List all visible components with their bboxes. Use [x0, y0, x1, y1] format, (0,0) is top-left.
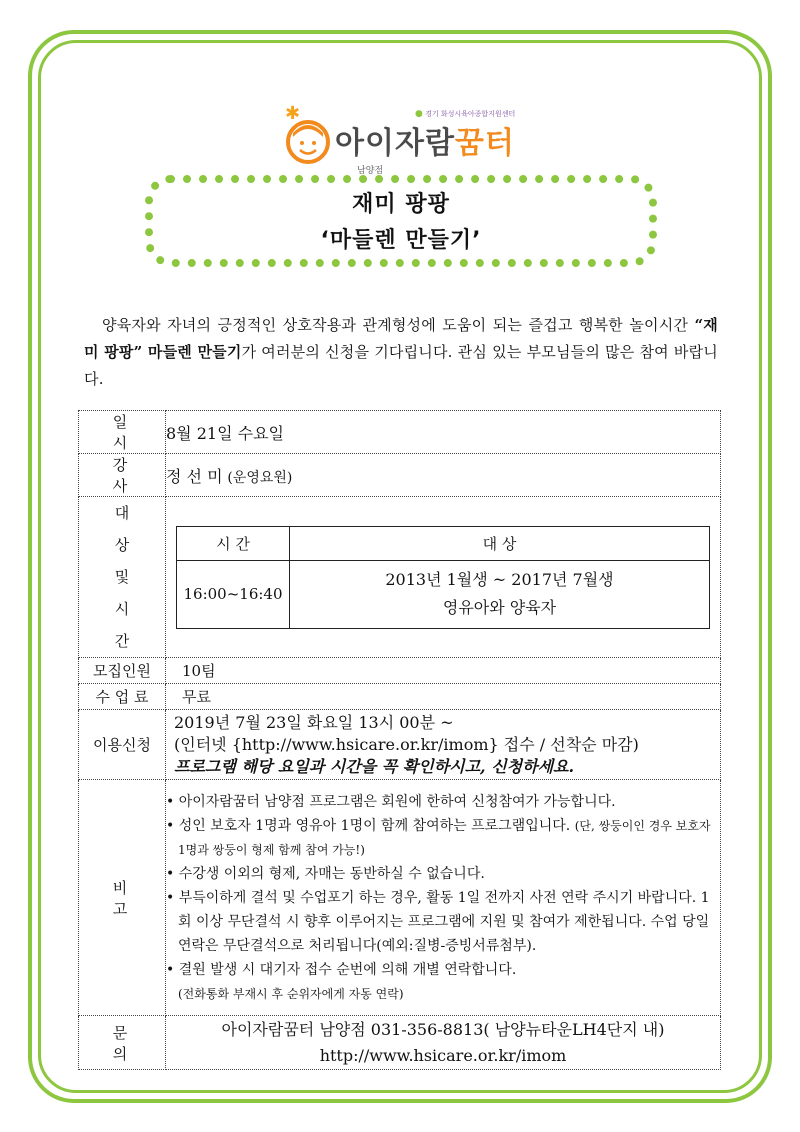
- apply-link[interactable]: (인터넷 {http://www.hsicare.or.kr/imom} 접수 / 선착순 마감): [174, 734, 639, 754]
- target-table: [176, 526, 710, 629]
- time-value: 16:00~16:40: [177, 560, 290, 628]
- row-recruit: [79, 658, 721, 684]
- title-line-1: 재미 팡팡: [352, 192, 450, 217]
- target-label: 대 상 및 시 간: [79, 497, 166, 658]
- contact-value: 아이자람꿈터 남양점 031-356-8813( 남양뉴타운LH4단지 내) http://www.hsicare.or.kr/imom: [166, 1016, 721, 1070]
- row-fee: [79, 684, 721, 710]
- date-value: 8월 21일 수요일: [166, 411, 721, 454]
- contact-link[interactable]: http://www.hsicare.or.kr/imom: [319, 1045, 567, 1065]
- brand-name: 아이자람꿈터: [335, 126, 515, 161]
- apply-label: 이용신청: [79, 710, 166, 780]
- col-time-header: 시 간: [177, 526, 290, 560]
- recruit-value: 10팀: [166, 658, 721, 684]
- date-label: 일 시: [79, 411, 166, 454]
- brand-branch: 남양점: [357, 166, 384, 176]
- program-name: “재미 팡팡” 마들렌 만들기: [84, 316, 718, 361]
- row-instructor: [79, 454, 721, 497]
- instructor-label: 강 사: [79, 454, 166, 497]
- row-date: [79, 411, 721, 454]
- row-target: [79, 497, 721, 658]
- title-box: [145, 175, 657, 267]
- title-line-2: ‘마들렌 만들기’: [320, 228, 482, 253]
- center-logo-icon: ●: [415, 109, 423, 119]
- notes-value: • 아이자람꿈터 남양점 프로그램은 회원에 한하여 신청참여가 가능합니다. • 성인 보호자 1명과 영유아 1명이 함께 참여하는 프로그램입니다. (단, 쌍둥이인 경우 보호자 1명과 쌍둥이 형제 함께 참여 가능!) • 수강생 이외의 형제, 자매는 동반하실 수 없습니다. • 부득이하게 결석 및 수업포기 하는 경우, 활동 1일 전까지 사전 연락 주시기 바랍니다. 1회 이상 무단결석 시 향후 이루어지는 프로그램에 지원 및 참여가 제한됩니다. 수업 당일 연락은 무단결석으로 처리됩니다(예외:질병-증빙서류첨부). • 결원 발생 시 대기자 접수 순번에 의해 개별 연락합니다. (전화통화 부재시 후 순위자에게 자동 연락): [166, 780, 721, 1016]
- row-apply: [79, 710, 721, 780]
- fee-label: 수 업 료: [79, 684, 166, 710]
- notes-label: 비 고: [79, 780, 166, 1016]
- col-target-header: 대 상: [290, 526, 710, 560]
- row-contact: [79, 1016, 721, 1070]
- instructor-value: 정 선 미 (운영요원): [166, 454, 721, 497]
- recruit-label: 모집인원: [79, 658, 166, 684]
- fee-value: 무료: [166, 684, 721, 710]
- center-name: ● 경기 화성시육아종합지원센터: [415, 109, 516, 119]
- target-cell: [166, 497, 721, 658]
- apply-value: 2019년 7월 23일 화요일 13시 00분 ~ (인터넷 {http://www.hsicare.or.kr/imom} 접수 / 선착순 마감) 프로그램 해당 요일과 시간을 꼭 확인하시고, 신청하세요.: [166, 710, 721, 780]
- brand-logo: [285, 105, 525, 175]
- intro-paragraph: 양육자와 자녀의 긍정적인 상호작용과 관계형성에 도움이 되는 즐겁고 행복한 놀이시간 “재미 팡팡” 마들렌 만들기가 여러분의 신청을 기다립니다. 관심 있는 부모님들의 많은 참여 바랍니다.: [84, 316, 718, 388]
- row-notes: [79, 780, 721, 1016]
- target-value: 2013년 1월생 ~ 2017년 7월생 영유아와 양육자: [290, 560, 710, 628]
- star-icon: ✱: [285, 103, 301, 124]
- info-table: [78, 410, 721, 1070]
- child-face-icon: [285, 119, 331, 165]
- contact-label: 문 의: [79, 1016, 166, 1070]
